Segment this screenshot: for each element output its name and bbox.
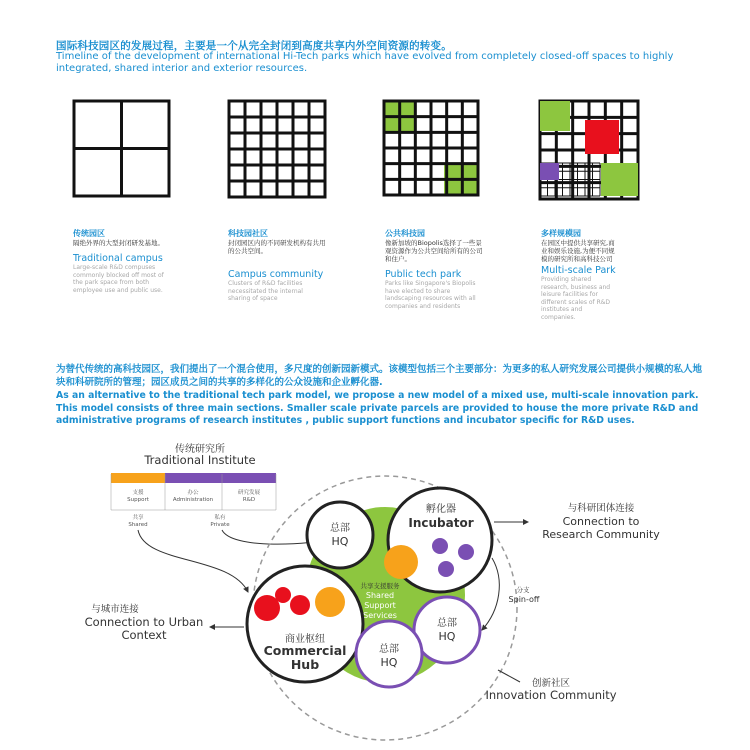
commercial-orange-dot [315, 587, 345, 617]
stage-cn-desc: 封闭园区内的不同研发机构有共用的公共空间。 [228, 239, 326, 255]
institute-en: Traditional Institute [144, 453, 256, 467]
spinoff-en: Spin-off [508, 595, 540, 604]
institute-cn: 传统研究所 [175, 444, 225, 455]
bar-private [165, 473, 276, 483]
bar-support-cn: 支援 [132, 490, 144, 496]
incubator-en: Incubator [408, 516, 474, 530]
incubator-purple-dot [458, 544, 474, 560]
innovation-diagram [0, 430, 750, 750]
stage-cn-title: 科技园社区 [228, 229, 268, 238]
page-title-en: Timeline of the development of international Hi-Tech parks which have evolved from completely closed-off spaces to highly integrated, shared interior and exterior resources. [56, 51, 674, 74]
stage-cn-title: 公共科技园 [385, 229, 425, 238]
stage-traditional-campus [73, 228, 173, 294]
community-leader-line [498, 670, 520, 682]
commercial-en-1: Commercial [263, 643, 347, 658]
spinoff-cn: 分支 [516, 586, 530, 594]
hq-bottom-en: HQ [380, 656, 398, 669]
community-en: Innovation Community [485, 688, 617, 702]
bar-admin-en: Administration [172, 497, 214, 503]
stage-en-desc: Large-scale R&D compuses commonly blocked off most of the park space from both employee use and public use. [73, 264, 164, 294]
hq-right-en: HQ [438, 630, 456, 643]
community-cn: 创新社区 [531, 678, 571, 689]
stage-cn-desc: 像新加坡的Biopolis选择了一些景观资源作为公共空间给所有的公司和住户。 [385, 239, 483, 263]
stage-cn-desc: 隔绝外界的大型封闭研发基地。 [73, 239, 164, 247]
intro-cn: 为替代传统的高科技园区，我们提出了一个混合使用，多尺度的创新园新模式。该模型包括三个主要部分：为更多的私人研究发展公司提供小规模的私人地块和科研院所的管理；园区成员之间的共享的多样化的公众设施和企业孵化器. [56, 364, 703, 388]
stage-en-title: Traditional campus [73, 253, 163, 264]
stage-cn-title: 多样规模园 [541, 229, 581, 238]
public-tech-park-diagram [384, 101, 478, 196]
urban-cn: 与城市连接 [91, 604, 139, 615]
research-cn: 与科研团体连接 [567, 503, 635, 514]
stage-en-title: Public tech park [385, 269, 462, 280]
page-title-cn: 国际科技园区的发展过程，主要是一个从完全封闭到高度共享内外空间资源的转变。 [56, 40, 452, 52]
shared-support-cn: 共享支援服务 [360, 582, 400, 590]
shared-en: Shared [128, 522, 148, 528]
bar-admin-cn: 办公 [187, 490, 199, 496]
bar-support [111, 473, 165, 483]
stage-en-title: Multi-scale Park [541, 265, 616, 276]
stage-en-title: Campus community [228, 269, 324, 280]
incubator-orange-dot [384, 545, 418, 579]
urban-en-1: Connection to Urban [84, 615, 204, 629]
private-cn: 私有 [214, 515, 226, 521]
intro-en: As an alternative to the traditional tech park model, we propose a new model of a mixed use, multi-scale innovation park. This model consists of three main sections. Smaller scale private parcels are provided to house the more private R&D and administrative programs of research institutes , public support functions and incubator specific for R&D uses. [56, 390, 699, 426]
incubator-purple-dot [432, 538, 448, 554]
stage-en-desc: Parks like Singapore's Biopolis have elected to share landscaping resources with all companies and residents [385, 280, 476, 310]
stage-multi-scale-park [541, 228, 621, 321]
shared-support-en-1: Shared [365, 591, 395, 600]
incubator-cn: 孵化器 [426, 504, 456, 515]
commercial-red-dot [275, 587, 291, 603]
private-en: Private [210, 522, 230, 528]
stage-cn-title: 传统园区 [73, 229, 105, 238]
hq-top-en: HQ [331, 535, 349, 548]
commercial-en-2: Hub [290, 657, 320, 672]
urban-en-2: Context [121, 628, 167, 642]
multi-scale-park-diagram [540, 101, 638, 199]
stage-public-tech-park [385, 228, 485, 310]
bar-rd-cn: 研究发展 [237, 490, 261, 496]
stage-en-desc: Clusters of R&D facilities necessitated the internal sharing of space [228, 280, 303, 302]
shared-arrow [138, 530, 248, 592]
stage-campus-community [228, 228, 328, 303]
hq-bottom-cn: 总部 [379, 644, 399, 655]
shared-cn: 共享 [132, 515, 144, 521]
incubator-purple-dot [438, 561, 454, 577]
stage-cn-desc: 在园区中提供共享研究,商业和娱乐设施,为便不同规模的研究所和高科技公司 [541, 239, 615, 263]
commercial-cn: 商业枢纽 [285, 634, 325, 645]
hq-right-cn: 总部 [437, 618, 457, 629]
bar-support-en: Support [127, 497, 149, 503]
shared-support-en-2: Support [364, 601, 396, 610]
hq-top-cn: 总部 [330, 523, 350, 534]
bar-rd-en: R&D [242, 497, 256, 503]
campus-community-diagram [229, 101, 325, 197]
commercial-red-dot [290, 595, 310, 615]
shared-support-en-3: Services [363, 611, 397, 620]
research-en-1: Connection to [562, 515, 640, 528]
traditional-campus-diagram [74, 101, 169, 196]
research-en-2: Research Community [542, 528, 660, 541]
stage-en-desc: Providing shared research, business and leisure facilities for different scales of R&D institutes and companies. [541, 276, 611, 321]
